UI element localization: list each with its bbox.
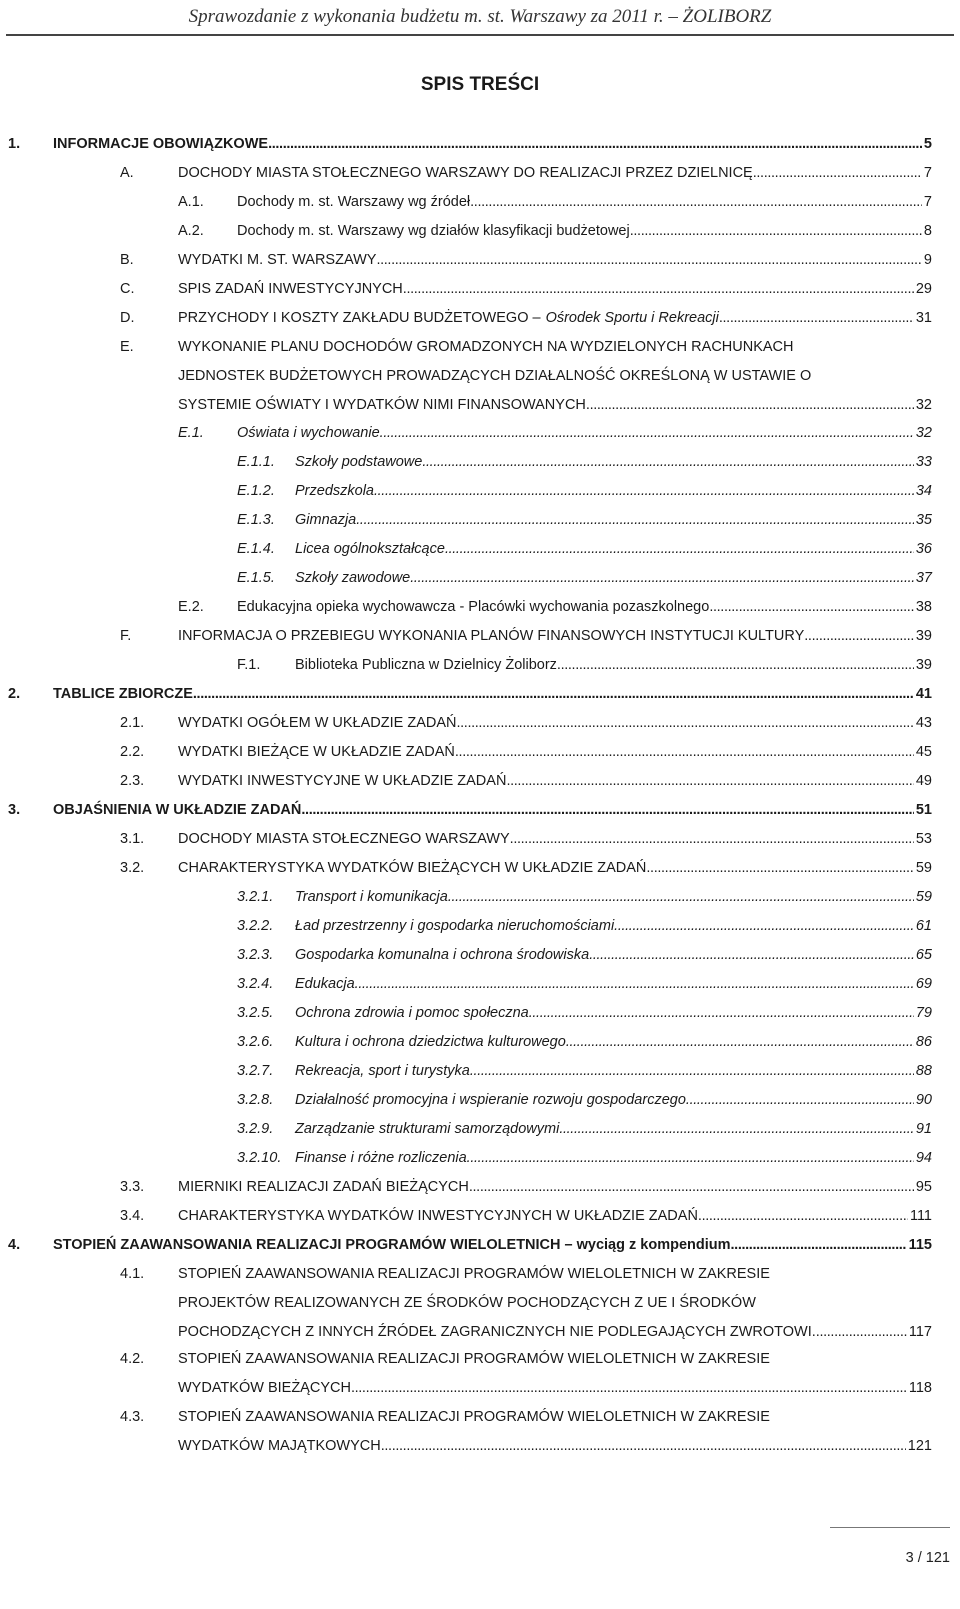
- toc-entry-label: Działalność promocyjna i wspieranie rozwoju gospodarczego: [295, 1092, 686, 1108]
- toc-entry-number: 3.2.6.: [237, 1034, 274, 1050]
- toc-entry-label: Edukacja: [295, 976, 355, 992]
- toc-page-number: 36: [915, 541, 932, 557]
- toc-entry-label: TABLICE ZBIORCZE: [53, 686, 193, 702]
- toc-page-number: 32: [915, 397, 932, 413]
- toc-entry-number: A.1.: [178, 194, 204, 210]
- toc-entry-number: E.1.1.: [237, 454, 275, 470]
- toc-leader-dots: [586, 395, 914, 415]
- toc-entry-label: Finanse i różne rozliczenia: [295, 1150, 467, 1166]
- toc-entry-number: 3.2.: [120, 860, 145, 876]
- toc-entry[interactable]: [295, 452, 932, 472]
- toc-entry[interactable]: [237, 423, 932, 443]
- toc-page-number: 65: [915, 947, 932, 963]
- footer-divider: [830, 1527, 950, 1528]
- toc-page-number: 31: [915, 310, 932, 326]
- toc-entry-label: DOCHODY MIASTA STOŁECZNEGO WARSZAWY: [178, 831, 510, 847]
- toc-entry[interactable]: [237, 192, 932, 212]
- toc-entry-number: 3.2.1.: [237, 889, 274, 905]
- toc-leader-dots: [470, 192, 922, 212]
- toc-entry-label: CHARAKTERYSTYKA WYDATKÓW INWESTYCYJNYCH W UKŁADZIE ZADAŃ: [178, 1208, 698, 1224]
- toc-entry[interactable]: [295, 887, 932, 907]
- toc-entry-label: Szkoły zawodowe: [295, 570, 411, 586]
- toc-entry[interactable]: [178, 1177, 932, 1197]
- toc-page-number: 41: [915, 686, 932, 702]
- toc-entry-number: E.: [120, 339, 134, 355]
- toc-page-number: 7: [923, 194, 932, 210]
- toc-leader-dots: [374, 481, 914, 501]
- toc-entry-number: 3.1.: [120, 831, 145, 847]
- toc-leader-dots: [456, 713, 913, 733]
- toc-leader-dots: [589, 945, 914, 965]
- toc-entry-number: 2.3.: [120, 773, 145, 789]
- toc-entry-label: Biblioteka Publiczna w Dzielnicy Żoliborz: [295, 657, 557, 673]
- toc-leader-dots: [731, 1235, 907, 1255]
- toc-page-number: 38: [915, 599, 932, 615]
- toc-entry[interactable]: [178, 626, 932, 646]
- toc-entry-label: MIERNIKI REALIZACJI ZADAŃ BIEŻĄCYCH: [178, 1179, 469, 1195]
- toc-page-number: 94: [915, 1150, 932, 1166]
- toc-entry-label: DOCHODY MIASTA STOŁECZNEGO WARSZAWY DO REALIZACJI PRZEZ DZIELNICĘ: [178, 165, 753, 181]
- toc-entry-number: 3.2.7.: [237, 1063, 274, 1079]
- toc-leader-dots: [268, 134, 922, 154]
- toc-entry-label: OBJAŚNIENIA W UKŁADZIE ZADAŃ: [53, 802, 302, 818]
- toc-leader-dots: [566, 1032, 914, 1052]
- toc-entry[interactable]: [237, 221, 932, 241]
- toc-entry[interactable]: [295, 974, 932, 994]
- toc-entry[interactable]: [295, 1003, 932, 1023]
- toc-entry-number: 4.3.: [120, 1409, 145, 1425]
- toc-entry[interactable]: [237, 597, 932, 617]
- toc-leader-dots: [614, 916, 914, 936]
- toc-entry[interactable]: [178, 742, 932, 762]
- toc-entry-label: WYDATKÓW BIEŻĄCYCH: [178, 1380, 351, 1396]
- toc-entry-label: WYDATKI OGÓŁEM W UKŁADZIE ZADAŃ: [178, 715, 457, 731]
- toc-entry-number: 3.3.: [120, 1179, 145, 1195]
- toc-entry[interactable]: [53, 1235, 932, 1255]
- toc-leader-dots: [804, 626, 914, 646]
- toc-leader-dots: [380, 423, 914, 443]
- toc-page-number: 32: [915, 425, 932, 441]
- toc-entry[interactable]: [295, 510, 932, 530]
- toc-entry-label: Dochody m. st. Warszawy wg działów klasyfikacji budżetowej: [237, 223, 630, 239]
- toc-entry-number: 3.2.9.: [237, 1121, 274, 1137]
- toc-page-number: 121: [907, 1438, 932, 1454]
- toc-page-number: 90: [915, 1092, 932, 1108]
- toc-entry-label: PRZYCHODY I KOSZTY ZAKŁADU BUDŻETOWEGO –: [178, 310, 541, 326]
- toc-leader-dots: [470, 1061, 914, 1081]
- toc-entry-label: Szkoły podstawowe: [295, 454, 423, 470]
- toc-leader-dots: [455, 742, 914, 762]
- toc-entry-number: E.2.: [178, 599, 204, 615]
- toc-page-number: 7: [923, 165, 932, 181]
- toc-entry-label: Gimnazja: [295, 512, 357, 528]
- toc-entry-number: D.: [120, 310, 135, 326]
- toc-page-number: 117: [908, 1324, 932, 1340]
- toc-entry-label: Dochody m. st. Warszawy wg źródeł: [237, 194, 471, 210]
- toc-page-number: 5: [923, 136, 932, 152]
- toc-entry[interactable]: [178, 395, 932, 415]
- toc-entry-number: E.1.5.: [237, 570, 275, 586]
- toc-entry[interactable]: [178, 1436, 932, 1456]
- toc-entry-number: 3.2.8.: [237, 1092, 274, 1108]
- toc-page-number: 88: [915, 1063, 932, 1079]
- toc-leader-dots: [410, 568, 914, 588]
- toc-leader-dots: [469, 1177, 914, 1197]
- toc-entry-label: WYDATKÓW MAJĄTKOWYCH: [178, 1438, 381, 1454]
- page-number: 3 / 121: [905, 1550, 950, 1566]
- toc-entry-number: 3.: [8, 802, 21, 818]
- toc-entry[interactable]: [53, 684, 932, 704]
- toc-page-number: 29: [915, 281, 932, 297]
- toc-entry[interactable]: [295, 1090, 932, 1110]
- toc-page-number: 8: [923, 223, 932, 239]
- toc-entry-number: A.: [120, 165, 134, 181]
- toc-entry-text-line: PROJEKTÓW REALIZOWANYCH ZE ŚRODKÓW POCHODZĄCYCH Z UE I ŚRODKÓW: [178, 1295, 756, 1311]
- toc-page-number: 59: [915, 889, 932, 905]
- toc-leader-dots: [753, 163, 922, 183]
- toc-entry[interactable]: [178, 713, 932, 733]
- toc-entry[interactable]: [295, 1119, 932, 1139]
- toc-entry-label: Kultura i ochrona dziedzictwa kulturowego: [295, 1034, 566, 1050]
- toc-entry-number: 2.2.: [120, 744, 145, 760]
- toc-entry-label: Transport i komunikacja: [295, 889, 448, 905]
- toc-leader-dots: [506, 771, 913, 791]
- toc-entry-number: F.: [120, 628, 132, 644]
- toc-entry[interactable]: [295, 1148, 932, 1168]
- toc-entry[interactable]: [295, 916, 932, 936]
- toc-page-number: 9: [923, 252, 932, 268]
- toc-entry[interactable]: [295, 1061, 932, 1081]
- toc-page-number: 39: [915, 628, 932, 644]
- toc-entry[interactable]: [178, 250, 932, 270]
- toc-leader-dots: [422, 452, 914, 472]
- toc-leader-dots: [816, 1322, 907, 1342]
- toc-page-number: 61: [915, 918, 932, 934]
- toc-entry-label: Gospodarka komunalna i ochrona środowiska: [295, 947, 590, 963]
- toc-page-number: 111: [909, 1208, 932, 1224]
- toc-entry[interactable]: [178, 163, 932, 183]
- toc-entry[interactable]: [295, 655, 932, 675]
- toc-page-number: 51: [915, 802, 932, 818]
- toc-entry-label: SYSTEMIE OŚWIATY I WYDATKÓW NIMI FINANSOWANYCH: [178, 397, 586, 413]
- toc-entry-number: A.2.: [178, 223, 204, 239]
- toc-entry-label: WYDATKI INWESTYCYJNE W UKŁADZIE ZADAŃ: [178, 773, 507, 789]
- toc-entry-label: INFORMACJA O PRZEBIEGU WYKONANIA PLANÓW FINANSOWYCH INSTYTUCJI KULTURY: [178, 628, 805, 644]
- toc-leader-dots: [529, 1003, 914, 1023]
- toc-leader-dots: [686, 1090, 914, 1110]
- toc-leader-dots: [646, 858, 913, 878]
- toc-entry[interactable]: [178, 308, 932, 328]
- toc-entry-label: WYDATKI BIEŻĄCE W UKŁADZIE ZADAŃ: [178, 744, 455, 760]
- toc-entry-label: SPIS ZADAŃ INWESTYCYJNYCH: [178, 281, 403, 297]
- toc-page-number: 53: [915, 831, 932, 847]
- toc-entry[interactable]: [295, 481, 932, 501]
- toc-entry[interactable]: [295, 568, 932, 588]
- toc-entry-number: F.1.: [237, 657, 261, 673]
- toc-leader-dots: [467, 1148, 914, 1168]
- toc-entry-number: E.1.: [178, 425, 204, 441]
- toc-leader-dots: [193, 684, 914, 704]
- toc-leader-dots: [355, 974, 914, 994]
- toc-leader-dots: [301, 800, 913, 820]
- toc-entry-label: Ochrona zdrowia i pomoc społeczna: [295, 1005, 529, 1021]
- toc-entry-label: Ład przestrzenny i gospodarka nieruchomościami: [295, 918, 615, 934]
- toc-entry[interactable]: [295, 539, 932, 559]
- toc-entry-text-line: STOPIEŃ ZAAWANSOWANIA REALIZACJI PROGRAMÓW WIELOLETNICH W ZAKRESIE: [178, 1266, 770, 1282]
- toc-entry-number: 4.2.: [120, 1351, 145, 1367]
- toc-page-number: 86: [915, 1034, 932, 1050]
- toc-leader-dots: [381, 1436, 906, 1456]
- toc-entry[interactable]: [178, 1322, 932, 1342]
- toc-entry-label: CHARAKTERYSTYKA WYDATKÓW BIEŻĄCYCH W UKŁADZIE ZADAŃ: [178, 860, 647, 876]
- toc-page-number: 95: [915, 1179, 932, 1195]
- header-divider: [6, 34, 954, 36]
- toc-entry-number: E.1.4.: [237, 541, 275, 557]
- toc-leader-dots: [356, 510, 914, 530]
- toc-entry[interactable]: [178, 279, 932, 299]
- toc-entry[interactable]: [178, 1378, 932, 1398]
- toc-entry-number: E.1.3.: [237, 512, 275, 528]
- toc-entry-label: STOPIEŃ ZAAWANSOWANIA REALIZACJI PROGRAMÓW WIELOLETNICH – wyciąg z kompendium: [53, 1237, 731, 1253]
- toc-page-number: 49: [915, 773, 932, 789]
- toc-entry[interactable]: [53, 134, 932, 154]
- toc-entry-number: 3.2.4.: [237, 976, 274, 992]
- toc-entry-number: 3.2.3.: [237, 947, 274, 963]
- toc-page-number: 37: [915, 570, 932, 586]
- toc-entry-number: 3.2.2.: [237, 918, 274, 934]
- toc-entry-number: C.: [120, 281, 135, 297]
- toc-leader-dots: [445, 539, 914, 559]
- toc-entry-label: INFORMACJE OBOWIĄZKOWE: [53, 136, 269, 152]
- toc-page-number: 33: [915, 454, 932, 470]
- toc-entry[interactable]: [295, 1032, 932, 1052]
- toc-entry-number: 3.2.5.: [237, 1005, 274, 1021]
- toc-entry-text-line: STOPIEŃ ZAAWANSOWANIA REALIZACJI PROGRAMÓW WIELOLETNICH W ZAKRESIE: [178, 1351, 770, 1367]
- toc-page-number: 115: [908, 1237, 932, 1253]
- toc-entry[interactable]: [178, 771, 932, 791]
- toc-page-number: 91: [915, 1121, 932, 1137]
- toc-entry[interactable]: [178, 858, 932, 878]
- toc-entry-label: WYDATKI M. ST. WARSZAWY: [178, 252, 377, 268]
- toc-leader-dots: [557, 655, 914, 675]
- toc-leader-dots: [403, 279, 914, 299]
- toc-entry-label: Oświata i wychowanie: [237, 425, 380, 441]
- toc-leader-dots: [376, 250, 921, 270]
- toc-leader-dots: [351, 1378, 907, 1398]
- toc-entry-number: 3.2.10.: [237, 1150, 282, 1166]
- toc-page-number: 118: [908, 1380, 932, 1396]
- toc-entry[interactable]: [295, 945, 932, 965]
- toc-leader-dots: [709, 597, 914, 617]
- toc-entry-number: E.1.2.: [237, 483, 275, 499]
- toc-entry-label: POCHODZĄCYCH Z INNYCH ŹRÓDEŁ ZAGRANICZNYCH NIE PODLEGAJĄCYCH ZWROTOWI.: [178, 1324, 816, 1340]
- toc-page-number: 39: [915, 657, 932, 673]
- toc-entry-text-line: STOPIEŃ ZAAWANSOWANIA REALIZACJI PROGRAMÓW WIELOLETNICH W ZAKRESIE: [178, 1409, 770, 1425]
- toc-page-number: 35: [915, 512, 932, 528]
- toc-entry-number: B.: [120, 252, 134, 268]
- toc-page-number: 43: [915, 715, 932, 731]
- toc-entry-number: 3.4.: [120, 1208, 145, 1224]
- toc-leader-dots: [448, 887, 914, 907]
- running-header: Sprawozdanie z wykonania budżetu m. st. Warszawy za 2011 r. – ŻOLIBORZ: [188, 6, 772, 27]
- toc-entry-number: 2.: [8, 686, 21, 702]
- toc-entry-number: 4.: [8, 1237, 21, 1253]
- toc-page-number: 59: [915, 860, 932, 876]
- toc-page-number: 69: [915, 976, 932, 992]
- toc-leader-dots: [719, 308, 914, 328]
- toc-entry-label: Rekreacja, sport i turystyka: [295, 1063, 470, 1079]
- toc-leader-dots: [630, 221, 922, 241]
- toc-page-number: 34: [915, 483, 932, 499]
- toc-entry-text-line: JEDNOSTEK BUDŻETOWYCH PROWADZĄCYCH DZIAŁALNOŚĆ OKREŚLONĄ W USTAWIE O: [178, 368, 812, 384]
- toc-leader-dots: [698, 1206, 908, 1226]
- toc-entry-number: 2.1.: [120, 715, 145, 731]
- toc-entry-label: Zarządzanie strukturami samorządowymi: [295, 1121, 560, 1137]
- toc-entry-number: 4.1.: [120, 1266, 145, 1282]
- toc-entry-label: Przedszkola: [295, 483, 374, 499]
- toc-leader-dots: [510, 829, 914, 849]
- toc-entry[interactable]: [178, 1206, 932, 1226]
- toc-entry-label: Licea ogólnokształcące: [295, 541, 445, 557]
- toc-entry-label: Edukacyjna opieka wychowawcza - Placówki wychowania pozaszkolnego: [237, 599, 710, 615]
- toc-entry-text-line: WYKONANIE PLANU DOCHODÓW GROMADZONYCH NA WYDZIELONYCH RACHUNKACH: [178, 339, 794, 355]
- toc-entry[interactable]: [178, 829, 932, 849]
- toc-page-number: 79: [915, 1005, 932, 1021]
- toc-entry[interactable]: [53, 800, 932, 820]
- toc-page-number: 45: [915, 744, 932, 760]
- toc-entry-number: 1.: [8, 136, 21, 152]
- toc-entry-label-italic: Ośrodek Sportu i Rekreacji: [545, 310, 719, 326]
- page-title: SPIS TREŚCI: [420, 74, 540, 95]
- toc-leader-dots: [559, 1119, 914, 1139]
